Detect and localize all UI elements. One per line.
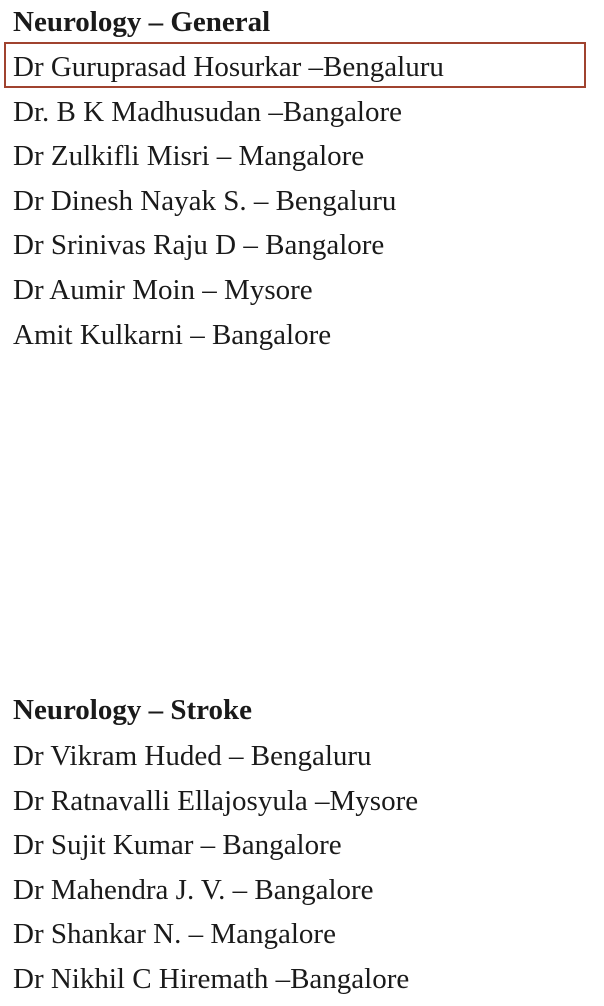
doctor-entry: Dr Sujit Kumar – Bangalore [13, 829, 342, 862]
doctor-entry: Dr Vikram Huded – Bengaluru [13, 740, 372, 772]
doctor-entry: Dr Aumir Moin – Mysore [13, 273, 313, 306]
doctor-entry: Dr Dinesh Nayak S. – Bengaluru [13, 184, 397, 217]
doctor-list [13, 45, 598, 357]
section-neurology-stroke [13, 692, 598, 1002]
doctor-list [13, 734, 598, 1002]
doctor-entry: Amit Kulkarni – Bangalore [13, 318, 332, 351]
doctor-entry: Dr Srinivas Raju D – Bangalore [13, 229, 385, 262]
doctor-entry: Dr Shankar N. – Mangalore [13, 918, 336, 951]
doctor-entry: Dr Nikhil C Hiremath –Bangalore [13, 962, 410, 995]
doctor-entry: Dr Zulkifli Misri – Mangalore [13, 140, 365, 173]
doctor-entry-highlighted: Dr Guruprasad Hosurkar –Bengaluru [13, 51, 444, 83]
doctor-entry: Dr. B K Madhusudan –Bangalore [13, 95, 403, 128]
section-heading: Neurology – Stroke [13, 694, 252, 726]
section-heading: Neurology – General [13, 6, 271, 38]
section-neurology-general [13, 4, 598, 357]
doctor-entry: Dr Mahendra J. V. – Bangalore [13, 873, 374, 906]
doctor-entry: Dr Ratnavalli Ellajosyula –Mysore [13, 784, 419, 817]
